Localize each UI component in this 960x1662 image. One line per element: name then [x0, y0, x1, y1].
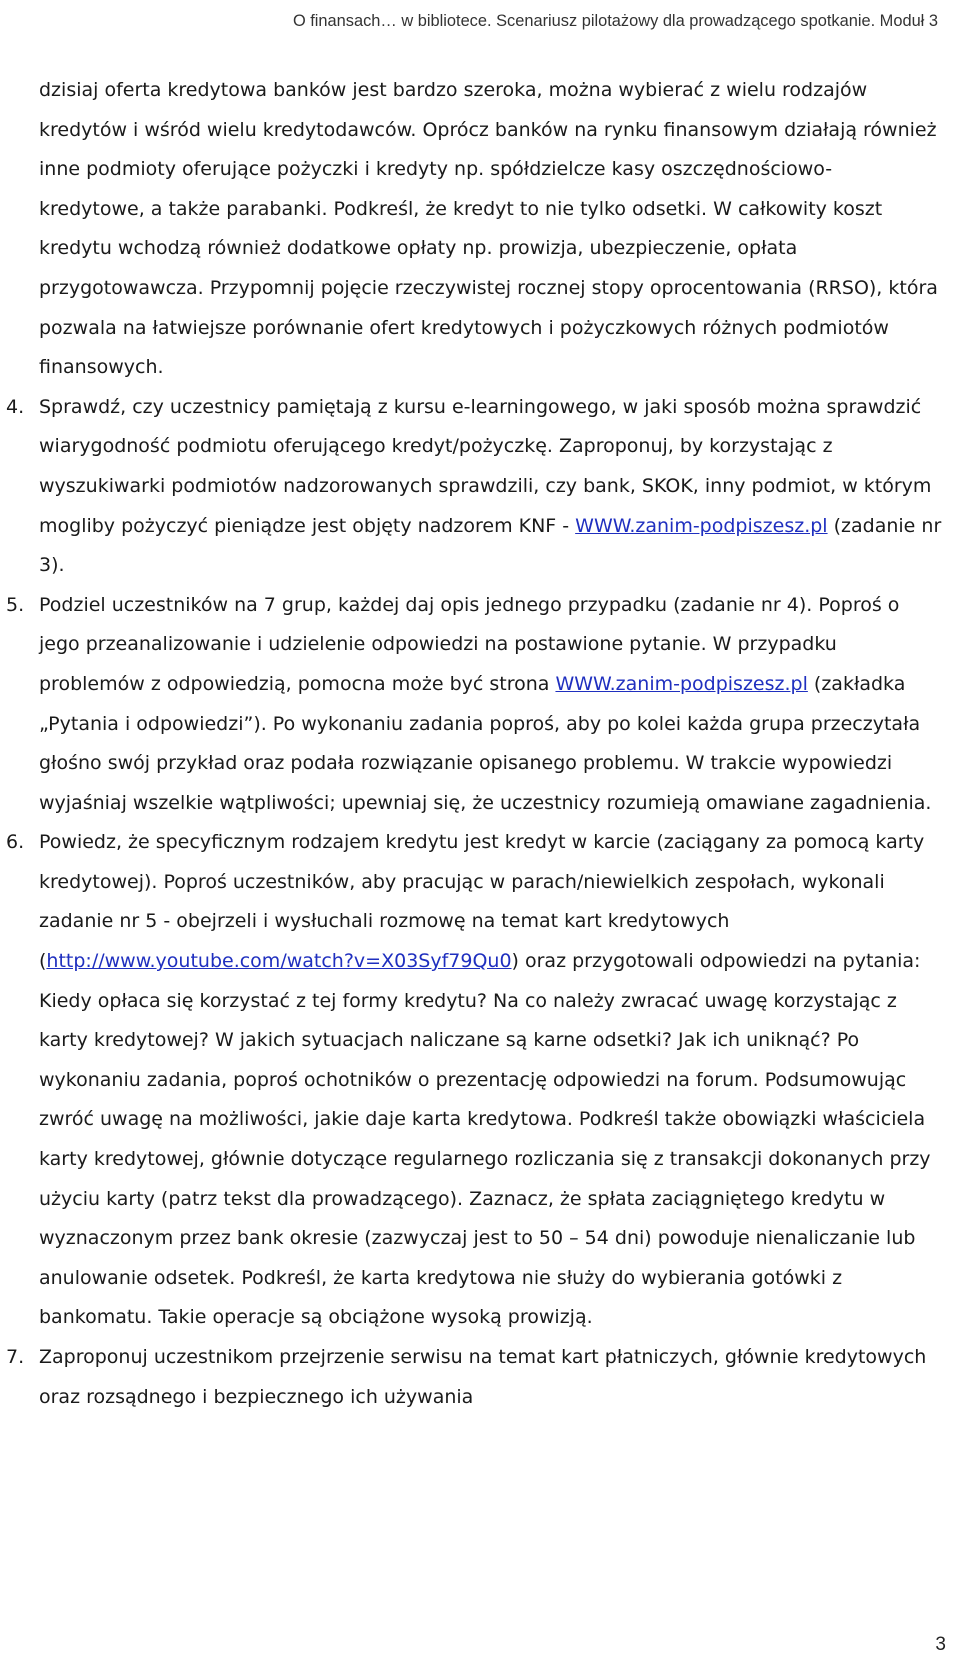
- list-item-step-6: [6, 823, 942, 1338]
- intro-paragraph: [39, 71, 938, 388]
- page-number: 3: [935, 1634, 946, 1655]
- step-text: Zaproponuj uczestnikom przejrzenie serwisu na temat kart płatniczych, głównie kredytowych oraz rozsądnego i bezpiecznego ich używania: [39, 1346, 927, 1408]
- step-text: Podziel uczestników na 7 grup, każdej daj opis jednego przypadku (zadanie nr 4). Poproś o jego przeanalizowanie i udzielenie odpowiedzi na postawione pytanie. W przypadku problemów z odpowiedzią, pomocna może być strona: [39, 593, 900, 695]
- youtube-video-link[interactable]: http://www.youtube.com/watch?v=X03Syf79Qu0: [46, 950, 512, 973]
- step-number: 5.: [6, 593, 25, 616]
- list-item-step-4: [6, 388, 942, 586]
- zanim-podpiszesz-link[interactable]: WWW.zanim-podpiszesz.pl: [575, 514, 828, 537]
- intro-text-part-2: spółdzielcze kasy oszczędnościowo- kredytowe, a także parabanki. Podkreśl, że kredyt to nie tylko odsetki. W całkowity koszt kredytu wchodzą również dodatkowe opłaty np. prowizja, ubezpieczenie, opłata przygotowawcza. Przypomnij pojęcie rzeczywistej rocznej stopy oprocentowania (RRSO), która pozwala na łatwiejsze porównanie ofert kredytowych i pożyczkowych różnych podmiotów finansowych.: [39, 158, 938, 379]
- step-text-end: (zadanie nr 3).: [39, 514, 942, 577]
- document-body: [0, 71, 960, 1417]
- step-number: 6.: [6, 831, 25, 854]
- intro-text-part-1: dzisiaj oferta kredytowa banków jest bardzo szeroka, można wybierać z wielu rodzajów kredytów i wśród wielu kredytodawców. Oprócz banków na rynku finansowym działają również inne podmioty oferujące pożyczki i kredyty np.: [39, 79, 937, 181]
- steps-list: [0, 388, 960, 1417]
- page-header-title: O finansach… w bibliotece. Scenariusz pilotażowy dla prowadzącego spotkanie. Moduł 3: [292, 12, 938, 30]
- step-text-end: ) oraz przygotowali odpowiedzi na pytania: Kiedy opłaca się korzystać z tej formy kredytu? Na co należy zwracać uwagę korzystając z karty kredytowej? W jakich sytuacjach naliczane są karne odsetki? Jak ich uniknąć? Po wykonaniu zadania, poproś ochotników o prezentację odpowiedzi na forum. Podsumowując zwróć uwagę na możliwości, jakie daje karta kredytowa. Podkreśl także obowiązki właściciela karty kredytowej, głównie dotyczące regularnego rozliczania się z transakcji dokonanych przy użyciu karty (patrz tekst dla prowadzącego). Zaznacz, że spłata zaciągniętego kredytu w wyznaczonym przez bank okresie (zazwyczaj jest to 50 – 54 dni) powoduje nienaliczanie lub anulowanie odsetek. Podkreśl, że karta kredytowa nie służy do wybierania gotówki z bankomatu. Takie operacje są obciążone wysoką prowizją.: [39, 950, 931, 1329]
- list-item-step-5: [6, 586, 942, 824]
- step-text: Powiedz, że specyficznym rodzajem kredytu jest kredyt w karcie (zaciągany za pomocą karty kredytowej). Poproś uczestników, aby pracując w parach/niewielkich zespołach, wykonali zadanie nr 5 - obejrzeli i wysłuchali rozmowę na temat kart kredytowych (: [39, 831, 925, 973]
- list-item-step-7: [6, 1338, 942, 1417]
- zanim-podpiszesz-link[interactable]: WWW.zanim-podpiszesz.pl: [555, 672, 808, 695]
- step-text-end: (zakładka „Pytania i odpowiedzi”). Po wykonaniu zadania poproś, aby po kolei każda grupa przeczytała głośno swój przykład oraz podała rozwiązanie opisanego problemu. W trakcie wypowiedzi wyjaśniaj wszelkie wątpliwości; upewniaj się, że uczestnicy rozumieją omawiane zagadnienia.: [39, 672, 932, 814]
- step-number: 4.: [6, 395, 25, 418]
- step-number: 7.: [6, 1346, 25, 1368]
- step-text: Sprawdź, czy uczestnicy pamiętają z kursu e-learningowego, w jaki sposób można sprawdzić wiarygodność podmiotu oferującego kredyt/pożyczkę. Zaproponuj, by korzystając z wyszukiwarki podmiotów nadzorowanych sprawdzili, czy bank, SKOK, inny podmiot, w którym mogliby pożyczyć pieniądze jest objęty nadzorem KNF -: [39, 395, 932, 537]
